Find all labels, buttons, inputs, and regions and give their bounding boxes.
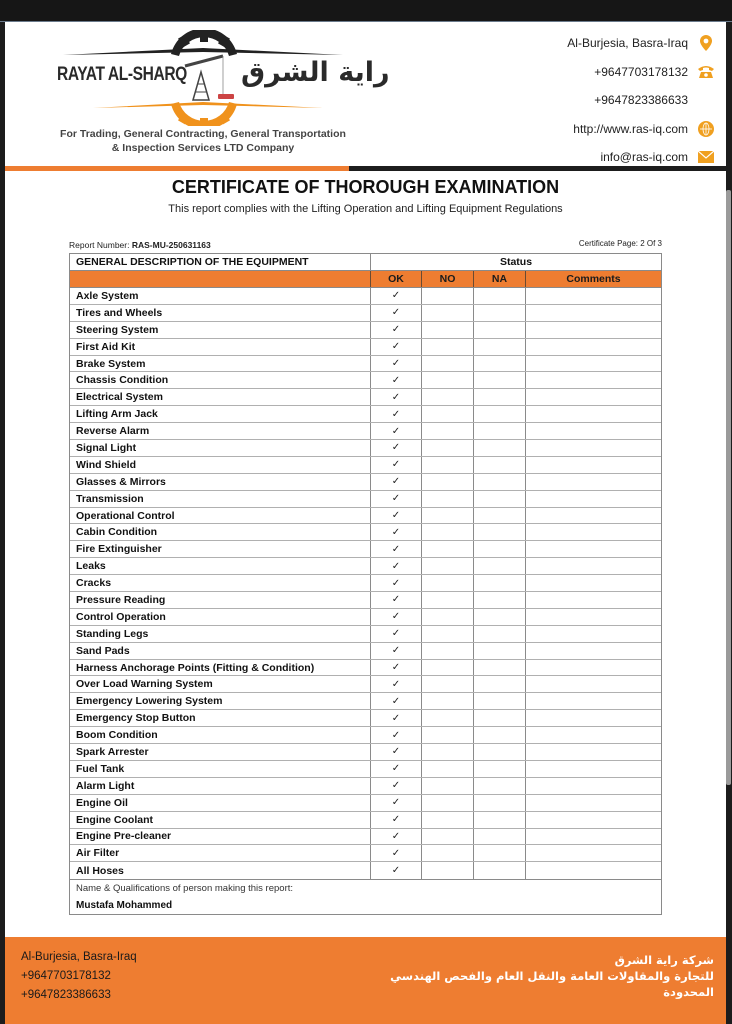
- table-row: [70, 305, 661, 322]
- equipment-item-name: Brake System: [70, 356, 371, 372]
- no-cell: [422, 643, 474, 659]
- equipment-item-name: Air Filter: [70, 845, 371, 861]
- na-cell: [474, 626, 526, 642]
- na-cell: [474, 845, 526, 861]
- equipment-item-name: Fire Extinguisher: [70, 541, 371, 557]
- table-row: [70, 778, 661, 795]
- table-row: [70, 541, 661, 558]
- no-cell: [422, 288, 474, 304]
- na-cell: [474, 676, 526, 692]
- ok-check-cell: ✓: [371, 288, 422, 304]
- equipment-item-name: Engine Oil: [70, 795, 371, 811]
- equipment-item-name: Pressure Reading: [70, 592, 371, 608]
- na-cell: [474, 406, 526, 422]
- table-row: [70, 727, 661, 744]
- comments-cell: [526, 710, 661, 726]
- ok-check-cell: ✓: [371, 372, 422, 388]
- footer-arabic-company-name: [354, 952, 714, 1000]
- na-cell: [474, 660, 526, 676]
- table-row: [70, 676, 661, 693]
- equipment-item-name: Transmission: [70, 491, 371, 507]
- no-cell: [422, 339, 474, 355]
- table-row: [70, 440, 661, 457]
- no-cell: [422, 474, 474, 490]
- ok-check-cell: ✓: [371, 423, 422, 439]
- equipment-item-name: Over Load Warning System: [70, 676, 371, 692]
- no-cell: [422, 761, 474, 777]
- report-number-value: RAS-MU-250631163: [131, 240, 211, 250]
- no-cell: [422, 676, 474, 692]
- equipment-item-name: Glasses & Mirrors: [70, 474, 371, 490]
- equipment-item-name: Leaks: [70, 558, 371, 574]
- brand-name-english: RAYAT AL-SHARQ: [57, 64, 187, 85]
- comments-cell: [526, 592, 661, 608]
- table-row: [70, 845, 661, 862]
- na-cell: [474, 558, 526, 574]
- no-cell: [422, 491, 474, 507]
- ok-check-cell: ✓: [371, 524, 422, 540]
- no-cell: [422, 541, 474, 557]
- na-cell: [474, 491, 526, 507]
- company-logo: [53, 30, 390, 154]
- address-text: Al-Burjesia, Basra-Iraq: [567, 36, 688, 51]
- na-cell: [474, 795, 526, 811]
- no-cell: [422, 406, 474, 422]
- certificate-title: CERTIFICATE OF THOROUGH EXAMINATION: [171, 177, 560, 197]
- ok-check-cell: ✓: [371, 575, 422, 591]
- table-row: [70, 558, 661, 575]
- footer-arabic-line-2: للتجارة والمقاولات العامة والنقل العام والفحص الهندسي: [390, 969, 714, 983]
- email-link[interactable]: info@ras-iq.com: [600, 150, 688, 165]
- ok-check-cell: ✓: [371, 643, 422, 659]
- ok-check-cell: ✓: [371, 660, 422, 676]
- viewer-top-bar: [0, 0, 732, 22]
- comments-cell: [526, 491, 661, 507]
- na-cell: [474, 693, 526, 709]
- na-cell: [474, 592, 526, 608]
- ok-check-cell: ✓: [371, 339, 422, 355]
- no-cell: [422, 440, 474, 456]
- certificate-page: [5, 22, 726, 1024]
- comments-cell: [526, 372, 661, 388]
- ok-check-cell: ✓: [371, 829, 422, 845]
- ok-check-cell: ✓: [371, 305, 422, 321]
- comments-cell: [526, 339, 661, 355]
- equipment-item-name: Cabin Condition: [70, 524, 371, 540]
- comments-cell: [526, 812, 661, 828]
- no-cell: [422, 862, 474, 879]
- header-description: GENERAL DESCRIPTION OF THE EQUIPMENT: [70, 254, 371, 270]
- comments-cell: [526, 440, 661, 456]
- equipment-item-name: Engine Coolant: [70, 812, 371, 828]
- certificate-page-number: Certificate Page: 2 Of 3: [578, 239, 662, 248]
- table-row: [70, 761, 661, 778]
- inspector-label: Name & Qualifications of person making this report:: [76, 883, 294, 895]
- no-cell: [422, 356, 474, 372]
- no-cell: [422, 829, 474, 845]
- na-cell: [474, 710, 526, 726]
- equipment-item-name: Engine Pre-cleaner: [70, 829, 371, 845]
- equipment-item-name: Alarm Light: [70, 778, 371, 794]
- brand-name-arabic: راية الشرق: [241, 57, 390, 88]
- comments-cell: [526, 423, 661, 439]
- ok-check-cell: ✓: [371, 457, 422, 473]
- table-row: [70, 322, 661, 339]
- no-cell: [422, 626, 474, 642]
- ok-check-cell: ✓: [371, 389, 422, 405]
- no-cell: [422, 508, 474, 524]
- footer-address: Al-Burjesia, Basra-Iraq: [21, 951, 137, 963]
- table-row: [70, 474, 661, 491]
- equipment-item-name: Electrical System: [70, 389, 371, 405]
- no-cell: [422, 778, 474, 794]
- comments-cell: [526, 693, 661, 709]
- tagline-line-1: For Trading, General Contracting, General Transportation: [60, 128, 346, 140]
- na-cell: [474, 389, 526, 405]
- table-row: [70, 710, 661, 727]
- equipment-item-name: Boom Condition: [70, 727, 371, 743]
- na-cell: [474, 744, 526, 760]
- na-cell: [474, 609, 526, 625]
- no-cell: [422, 812, 474, 828]
- comments-cell: [526, 524, 661, 540]
- no-cell: [422, 660, 474, 676]
- inspection-table: [69, 253, 662, 915]
- na-cell: [474, 643, 526, 659]
- table-row: [70, 862, 661, 879]
- table-row: [70, 524, 661, 541]
- no-cell: [422, 795, 474, 811]
- contact-address: [414, 29, 714, 58]
- equipment-item-name: Emergency Stop Button: [70, 710, 371, 726]
- phone-1-text[interactable]: +9647703178132: [594, 64, 688, 79]
- equipment-item-name: Standing Legs: [70, 626, 371, 642]
- comments-cell: [526, 761, 661, 777]
- equipment-item-name: Emergency Lowering System: [70, 693, 371, 709]
- website-link[interactable]: http://www.ras-iq.com: [573, 121, 688, 136]
- na-cell: [474, 761, 526, 777]
- na-cell: [474, 524, 526, 540]
- table-row: [70, 372, 661, 389]
- na-cell: [474, 288, 526, 304]
- footer-contact: [21, 948, 137, 1005]
- header-status: Status: [499, 256, 533, 268]
- ok-check-cell: ✓: [371, 508, 422, 524]
- comments-cell: [526, 862, 661, 879]
- no-cell: [422, 558, 474, 574]
- ok-check-cell: ✓: [371, 795, 422, 811]
- inspector-name: Mustafa Mohammed: [76, 900, 173, 912]
- comments-cell: [526, 541, 661, 557]
- table-row: [70, 626, 661, 643]
- ok-check-cell: ✓: [371, 356, 422, 372]
- table-row: [70, 491, 661, 508]
- equipment-item-name: All Hoses: [70, 862, 371, 879]
- table-row: [70, 744, 661, 761]
- na-cell: [474, 356, 526, 372]
- ok-check-cell: ✓: [371, 558, 422, 574]
- column-header-blank: [70, 271, 371, 287]
- na-cell: [474, 812, 526, 828]
- comments-cell: [526, 474, 661, 490]
- equipment-item-name: Fuel Tank: [70, 761, 371, 777]
- na-cell: [474, 862, 526, 879]
- table-row: [70, 643, 661, 660]
- no-cell: [422, 372, 474, 388]
- comments-cell: [526, 727, 661, 743]
- footer-phone-1: +9647703178132: [21, 970, 111, 982]
- comments-cell: [526, 558, 661, 574]
- na-cell: [474, 423, 526, 439]
- comments-cell: [526, 676, 661, 692]
- footer-arabic-line-1: شركة راية الشرق: [614, 953, 714, 967]
- no-cell: [422, 592, 474, 608]
- column-header-ok: OK: [371, 271, 422, 287]
- no-cell: [422, 727, 474, 743]
- table-row: [70, 406, 661, 423]
- comments-cell: [526, 795, 661, 811]
- na-cell: [474, 541, 526, 557]
- na-cell: [474, 339, 526, 355]
- comments-cell: [526, 829, 661, 845]
- equipment-item-name: Tires and Wheels: [70, 305, 371, 321]
- comments-cell: [526, 508, 661, 524]
- na-cell: [474, 457, 526, 473]
- ok-check-cell: ✓: [371, 491, 422, 507]
- contact-phone-2: [414, 86, 714, 115]
- na-cell: [474, 440, 526, 456]
- na-cell: [474, 829, 526, 845]
- table-row: [70, 389, 661, 406]
- ok-check-cell: ✓: [371, 710, 422, 726]
- table-row: [70, 457, 661, 474]
- header-divider-dark: [349, 166, 726, 171]
- ok-check-cell: ✓: [371, 744, 422, 760]
- comments-cell: [526, 575, 661, 591]
- comments-cell: [526, 322, 661, 338]
- no-cell: [422, 457, 474, 473]
- equipment-item-name: Control Operation: [70, 609, 371, 625]
- tagline-line-2: & Inspection Services LTD Company: [111, 142, 295, 154]
- ok-check-cell: ✓: [371, 626, 422, 642]
- comments-cell: [526, 356, 661, 372]
- table-row: [70, 423, 661, 440]
- comments-cell: [526, 845, 661, 861]
- table-row: [70, 356, 661, 373]
- comments-cell: [526, 457, 661, 473]
- table-row: [70, 795, 661, 812]
- equipment-item-name: Spark Arrester: [70, 744, 371, 760]
- table-row: [70, 508, 661, 525]
- envelope-icon: [698, 149, 714, 165]
- equipment-item-name: Wind Shield: [70, 457, 371, 473]
- ok-check-cell: ✓: [371, 406, 422, 422]
- na-cell: [474, 727, 526, 743]
- comments-cell: [526, 406, 661, 422]
- column-header-comments: Comments: [566, 273, 621, 285]
- header-divider-orange: [5, 166, 349, 171]
- na-cell: [474, 474, 526, 490]
- ok-check-cell: ✓: [371, 845, 422, 861]
- table-row: [70, 812, 661, 829]
- comments-cell: [526, 660, 661, 676]
- ok-check-cell: ✓: [371, 474, 422, 490]
- table-row: [70, 339, 661, 356]
- ok-check-cell: ✓: [371, 440, 422, 456]
- na-cell: [474, 575, 526, 591]
- na-cell: [474, 305, 526, 321]
- telephone-icon: [698, 64, 714, 80]
- table-column-header-row: [70, 271, 661, 288]
- na-cell: [474, 322, 526, 338]
- report-number: [69, 240, 211, 250]
- equipment-item-name: Chassis Condition: [70, 372, 371, 388]
- ok-check-cell: ✓: [371, 862, 422, 879]
- equipment-item-name: Axle System: [70, 288, 371, 304]
- certificate-subtitle: This report complies with the Lifting Operation and Lifting Equipment Regulations: [168, 203, 563, 215]
- no-cell: [422, 845, 474, 861]
- table-header-row: [70, 254, 661, 271]
- equipment-item-name: Sand Pads: [70, 643, 371, 659]
- equipment-item-name: Lifting Arm Jack: [70, 406, 371, 422]
- ok-check-cell: ✓: [371, 592, 422, 608]
- vertical-scrollbar[interactable]: [726, 190, 731, 785]
- equipment-item-name: Reverse Alarm: [70, 423, 371, 439]
- ok-check-cell: ✓: [371, 693, 422, 709]
- footer-arabic-line-3: المحدودة: [663, 985, 714, 999]
- table-row: [70, 609, 661, 626]
- ok-check-cell: ✓: [371, 812, 422, 828]
- table-row: [70, 575, 661, 592]
- company-tagline: [53, 127, 353, 155]
- no-cell: [422, 609, 474, 625]
- no-cell: [422, 744, 474, 760]
- equipment-item-name: First Aid Kit: [70, 339, 371, 355]
- ok-check-cell: ✓: [371, 761, 422, 777]
- na-cell: [474, 508, 526, 524]
- na-cell: [474, 778, 526, 794]
- table-body: [70, 288, 661, 879]
- equipment-item-name: Signal Light: [70, 440, 371, 456]
- ok-check-cell: ✓: [371, 727, 422, 743]
- report-number-label: Report Number:: [69, 240, 130, 250]
- comments-cell: [526, 288, 661, 304]
- table-row: [70, 592, 661, 609]
- column-header-no: NO: [422, 271, 474, 287]
- comments-cell: [526, 609, 661, 625]
- no-cell: [422, 423, 474, 439]
- equipment-item-name: Operational Control: [70, 508, 371, 524]
- footer-phone-2: +9647823386633: [21, 989, 111, 1001]
- contact-website: [414, 115, 714, 144]
- comments-cell: [526, 305, 661, 321]
- na-cell: [474, 372, 526, 388]
- ok-check-cell: ✓: [371, 541, 422, 557]
- no-cell: [422, 693, 474, 709]
- ok-check-cell: ✓: [371, 676, 422, 692]
- phone-2-text[interactable]: +9647823386633: [594, 93, 688, 108]
- table-row: [70, 288, 661, 305]
- equipment-item-name: Steering System: [70, 322, 371, 338]
- table-row: [70, 829, 661, 846]
- contact-info: [414, 29, 714, 172]
- comments-cell: [526, 744, 661, 760]
- comments-cell: [526, 778, 661, 794]
- table-row: [70, 693, 661, 710]
- comments-cell: [526, 643, 661, 659]
- contact-phone-1: [414, 58, 714, 87]
- column-header-na: NA: [474, 271, 526, 287]
- equipment-item-name: Harness Anchorage Points (Fitting & Condition): [70, 660, 371, 676]
- no-cell: [422, 710, 474, 726]
- equipment-item-name: Cracks: [70, 575, 371, 591]
- no-cell: [422, 322, 474, 338]
- no-cell: [422, 524, 474, 540]
- inspector-block: [70, 879, 661, 914]
- page-footer: [5, 937, 726, 1024]
- comments-cell: [526, 626, 661, 642]
- table-row: [70, 660, 661, 677]
- location-pin-icon: [698, 35, 714, 51]
- ok-check-cell: ✓: [371, 322, 422, 338]
- no-cell: [422, 305, 474, 321]
- ok-check-cell: ✓: [371, 609, 422, 625]
- no-cell: [422, 389, 474, 405]
- ok-check-cell: ✓: [371, 778, 422, 794]
- comments-cell: [526, 389, 661, 405]
- globe-icon: [698, 121, 714, 137]
- no-cell: [422, 575, 474, 591]
